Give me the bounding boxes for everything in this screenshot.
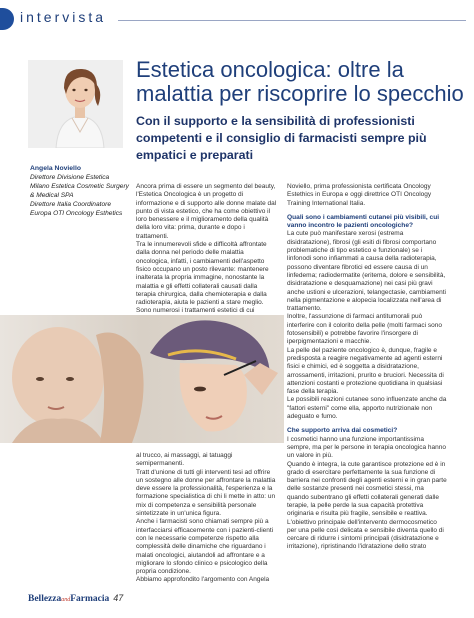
paragraph: Abbiamo approfondito l'argomento con Angela <box>136 576 270 584</box>
interview-question: Quali sono i cambiamenti cutanei più visibili, cui vanno incontro le pazienti oncologiche? <box>287 213 440 230</box>
section-rule <box>118 20 466 21</box>
page-number: 47 <box>113 593 124 603</box>
paragraph: al trucco, ai massaggi, ai tatuaggi semipermanenti. <box>136 452 233 468</box>
section-marker <box>0 8 14 30</box>
author-portrait <box>28 60 123 148</box>
paragraph: Anche i farmacisti sono chiamati sempre più a interfacciarsi efficacemente con i pazienti-clienti con le necessarie competenze rispetto alla complessità delle dinamiche che riguardano i malati oncologici, aiutandoli ad affrontare e a migliorare lo sfondo clinico e psicologico della propria condizione. <box>136 518 274 576</box>
paragraph: Inoltre, l'assunzione di farmaci antitumorali può interferire con il colorito della pelle (molti farmaci sono fotosensibili) e potrebbe favorire l'insorgere di iperpigmentazioni e macchie. <box>287 313 442 346</box>
article-subtitle: Con il supporto e la sensibilità di professionisti competenti e il consiglio di farmacisti sempre più empatici e preparati <box>136 114 427 162</box>
section-header <box>0 8 474 30</box>
paragraph: Tratt d'unione di tutti gli interventi tesi ad offrire un sostegno alle donne per affrontare la malattia deve essere la professionalità, l'esperienza e la formazione specialistica di chi li mette in atto: un mix di competenza e sensibilità personale sintetizzate in un'unica figura. <box>136 468 276 518</box>
paragraph: I cosmetici hanno una funzione importantissima sempre, ma per le persone in terapia oncologica hanno un valore in più. <box>287 435 446 460</box>
paragraph: La pelle del paziente oncologico è, dunque, fragile e predisposta a reagire negativamente ad agenti esterni fisici e chimici, ed è soggetta a disidratazione, arrossamenti, irritazioni, prurito e bruciori. Necessita di attenzioni costanti e protezione quotidiana in qualsiasi fase della terapia. <box>287 346 444 396</box>
paragraph: Noviello, prima professionista certificata Oncology Estethics in Europa e oggi direttrice OTI Oncology Training International Italia. <box>287 183 432 207</box>
portrait-image <box>28 60 123 148</box>
paragraph: Sono numerosi i trattamenti estetici di cui <box>136 307 255 315</box>
page-footer <box>28 593 123 604</box>
paragraph: Le possibili reazioni cutanee sono influenzate anche da "fattori esterni" come ella, apporto nutrizionale non adeguato e fumo. <box>287 396 447 421</box>
article-title: Estetica oncologica: oltre la malattia per riscoprire lo specchio <box>136 57 464 106</box>
paragraph: Tra le innumerevoli sfide e difficoltà affrontate dalla donna nel periodo delle malattia oncologica, infatti, i cambiamenti dell'aspetto fisico occupano un posto rilevante: mantenere inalterata la propria immagine, nonostante la malattia e gli effetti collaterali causati dalla terapia chirurgica, dalla chemioterapia e dalla radioterapia, aiuta le pazienti a stare meglio. <box>136 241 269 307</box>
article-column-3 <box>136 452 278 585</box>
author-role: Direttore Italia Coordinatore Europa OTI Oncology Esthetics <box>30 201 123 217</box>
logo-part: and <box>61 597 71 603</box>
author-name: Angela Noviello <box>30 165 81 172</box>
paragraph: Ancora prima di essere un segmento del beauty, l'Estetica Oncologica è un progetto di informazione e di supporto alle donne malate dal punto di vista estetico, che ha come obiettivo il loro benessere e il miglioramento della qualità della loro vita: prima, durante e dopo i trattamenti. <box>136 183 277 240</box>
author-role: Direttore Divisione Estetica <box>30 174 110 181</box>
article-photo <box>0 315 284 443</box>
article-column-2 <box>287 183 447 552</box>
photo-image <box>0 315 284 443</box>
author-role: Milano Estetica Cosmetic Surgery & Medical SPA <box>30 183 129 199</box>
section-label: intervista <box>20 9 107 25</box>
logo-part: Bellezza <box>28 594 62 604</box>
paragraph: La cute può manifestare xerosi (estrema disidratazione), fibrosi (gli esiti di fibrosi comportano problematiche di tipo estetico e funzionale) se i linfonodi sono infiammati a causa della radioterapia, possono diventare fibrotici ed essere causa di un linfedema; radiodermatite (eritema, dolore e sensibilità, disidratazione e desquamazione) nei casi più gravi anche ustioni e ulcerazioni, telangectasie, cambiamenti nella pigmentazione e alopecia localizzata nell'area di trattamento. <box>287 230 446 313</box>
paragraph: Quando è integra, la cute garantisce protezione ed è in grado di esercitare perfettamente la sua funzione di barriera nei confronti degli agenti esterni e in gran parte delle sostanze presenti nei cosmetici stessi, ma quando subentrano gli effetti collaterali generati dalle terapie, la pelle perde la sua capacità protettiva originaria e risulta più fragile, sensibile e reattiva. <box>287 460 447 518</box>
logo-part: Farmacia <box>70 594 110 604</box>
interview-question: Che supporto arriva dai cosmetici? <box>287 427 398 435</box>
magazine-logo <box>28 594 109 604</box>
author-byline <box>30 164 130 218</box>
paragraph: L'obiettivo principale dell'intervento dermocosmetico per una pelle così delicata e sensibile diventa quello di cercare di ridurre i sintomi principali (disidratazione e irritazione), ripristinando l'idratazione dello strato <box>287 518 444 551</box>
